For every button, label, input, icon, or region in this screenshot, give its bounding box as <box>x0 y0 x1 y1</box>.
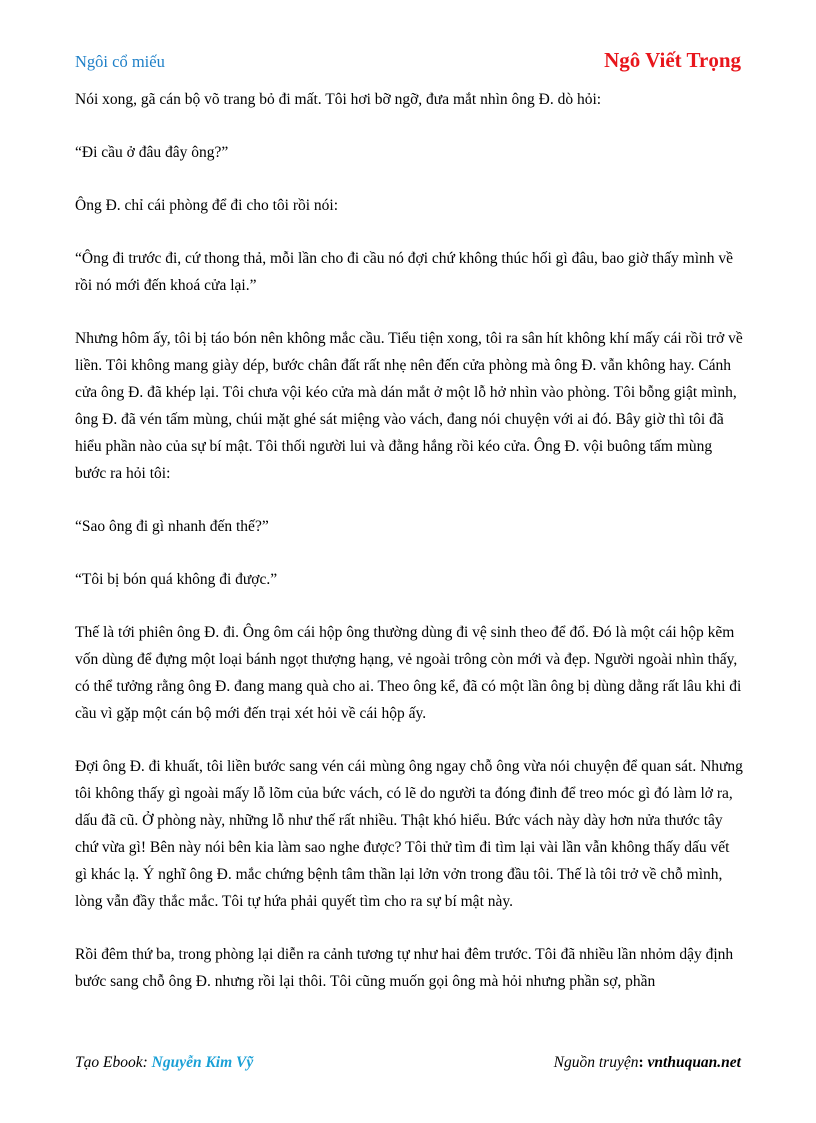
ebook-separator: : <box>142 1054 148 1071</box>
paragraph: Ông Đ. chỉ cái phòng để đi cho tôi rồi nói: <box>75 197 339 214</box>
source-label: Nguồn truyện <box>553 1054 639 1071</box>
page-header <box>75 48 741 78</box>
page-footer <box>75 1054 741 1078</box>
source-site-name: vnthuquan.net <box>647 1054 741 1071</box>
paragraph: Nói xong, gã cán bộ võ trang bỏ đi mất. Tôi hơi bỡ ngỡ, đưa mắt nhìn ông Đ. dò hỏi: <box>75 91 602 108</box>
source-credit <box>554 1054 741 1072</box>
paragraph: “Sao ông đi gì nhanh đến thế?” <box>75 518 269 535</box>
paragraph: “Tôi bị bón quá không đi được.” <box>75 571 278 588</box>
ebook-credit <box>75 1054 253 1072</box>
paragraph: “Đi cầu ở đâu đây ông?” <box>75 144 229 161</box>
ebook-label: Tạo Ebook <box>75 1054 143 1071</box>
ebook-creator-name: Nguyễn Kim Vỹ <box>151 1054 254 1071</box>
paragraph: Nhưng hôm ấy, tôi bị táo bón nên không mắc cầu. Tiểu tiện xong, tôi ra sân hít không khí mấy cái rồi trở về liền. Tôi không mang giày dép, bước chân đất rất nhẹ nên đến cửa phòng mà ông Đ. vẫn không hay. Cánh cửa ông Đ. đã khép lại. Tôi chưa vội kéo cửa mà dán mắt ở một lỗ hở nhìn vào phòng. Tôi bỗng giật mình, ông Đ. đã vén tấm mùng, chúi mặt ghé sát miệng vào vách, đang nói chuyện với ai đó. Bây giờ thì tôi đã hiểu phần nào của sự bí mật. Tôi thối người lui và đằng hắng rồi kéo cửa. Ông Đ. vội buông tấm mùng bước ra hỏi tôi: <box>75 330 743 482</box>
source-separator: : <box>638 1054 644 1071</box>
author-name: Ngô Viết Trọng <box>604 48 741 72</box>
book-title: Ngôi cổ miếu <box>75 52 165 71</box>
paragraph: Thế là tới phiên ông Đ. đi. Ông ôm cái hộp ông thường dùng đi vệ sinh theo để đổ. Đó là một cái hộp kẽm vốn dùng để đựng một loại bánh ngọt thượng hạng, vẻ ngoài trông còn mới và đẹp. Người ngoài nhìn thấy, có thể tưởng rằng ông Đ. đang mang quà cho ai. Theo ông kể, đã có một lần ông bị dùng dằng rất lâu khi đi cầu vì gặp một cán bộ mới đến trại xét hỏi về cái hộp ấy. <box>75 624 742 722</box>
paragraph: Đợi ông Đ. đi khuất, tôi liền bước sang vén cái mùng ông ngay chỗ ông vừa nói chuyện để quan sát. Nhưng tôi không thấy gì ngoài mấy lỗ lõm của bức vách, có lẽ do người ta đóng đinh để treo móc gì đó làm lở ra, dấu đã cũ. Ở phòng này, những lỗ như thế rất nhiều. Thật khó hiểu. Bức vách này dày hơn nửa thước tây chứ vừa gì! Bên này nói bên kia làm sao nghe được? Tôi thử tìm đi tìm lại vài lần vẫn không thấy dấu vết gì khác lạ. Ý nghĩ ông Đ. mắc chứng bệnh tâm thần lại lởn vởn trong đầu tôi. Thế là tôi trở về chỗ mình, lòng vẫn đầy thắc mắc. Tôi tự hứa phải quyết tìm cho ra sự bí mật này. <box>75 758 743 910</box>
paragraph: “Ông đi trước đi, cứ thong thả, mỗi lần cho đi cầu nó đợi chứ không thúc hối gì đâu, bao giờ thấy mình về rồi nó mới đến khoá cửa lại.” <box>75 250 734 294</box>
paragraph: Rồi đêm thứ ba, trong phòng lại diễn ra cảnh tương tự như hai đêm trước. Tôi đã nhiều lần nhỏm dậy định bước sang chỗ ông Đ. nhưng rồi lại thôi. Tôi cũng muốn gọi ông mà hỏi nhưng phần sợ, phần <box>75 946 734 990</box>
document-body <box>75 86 743 1021</box>
